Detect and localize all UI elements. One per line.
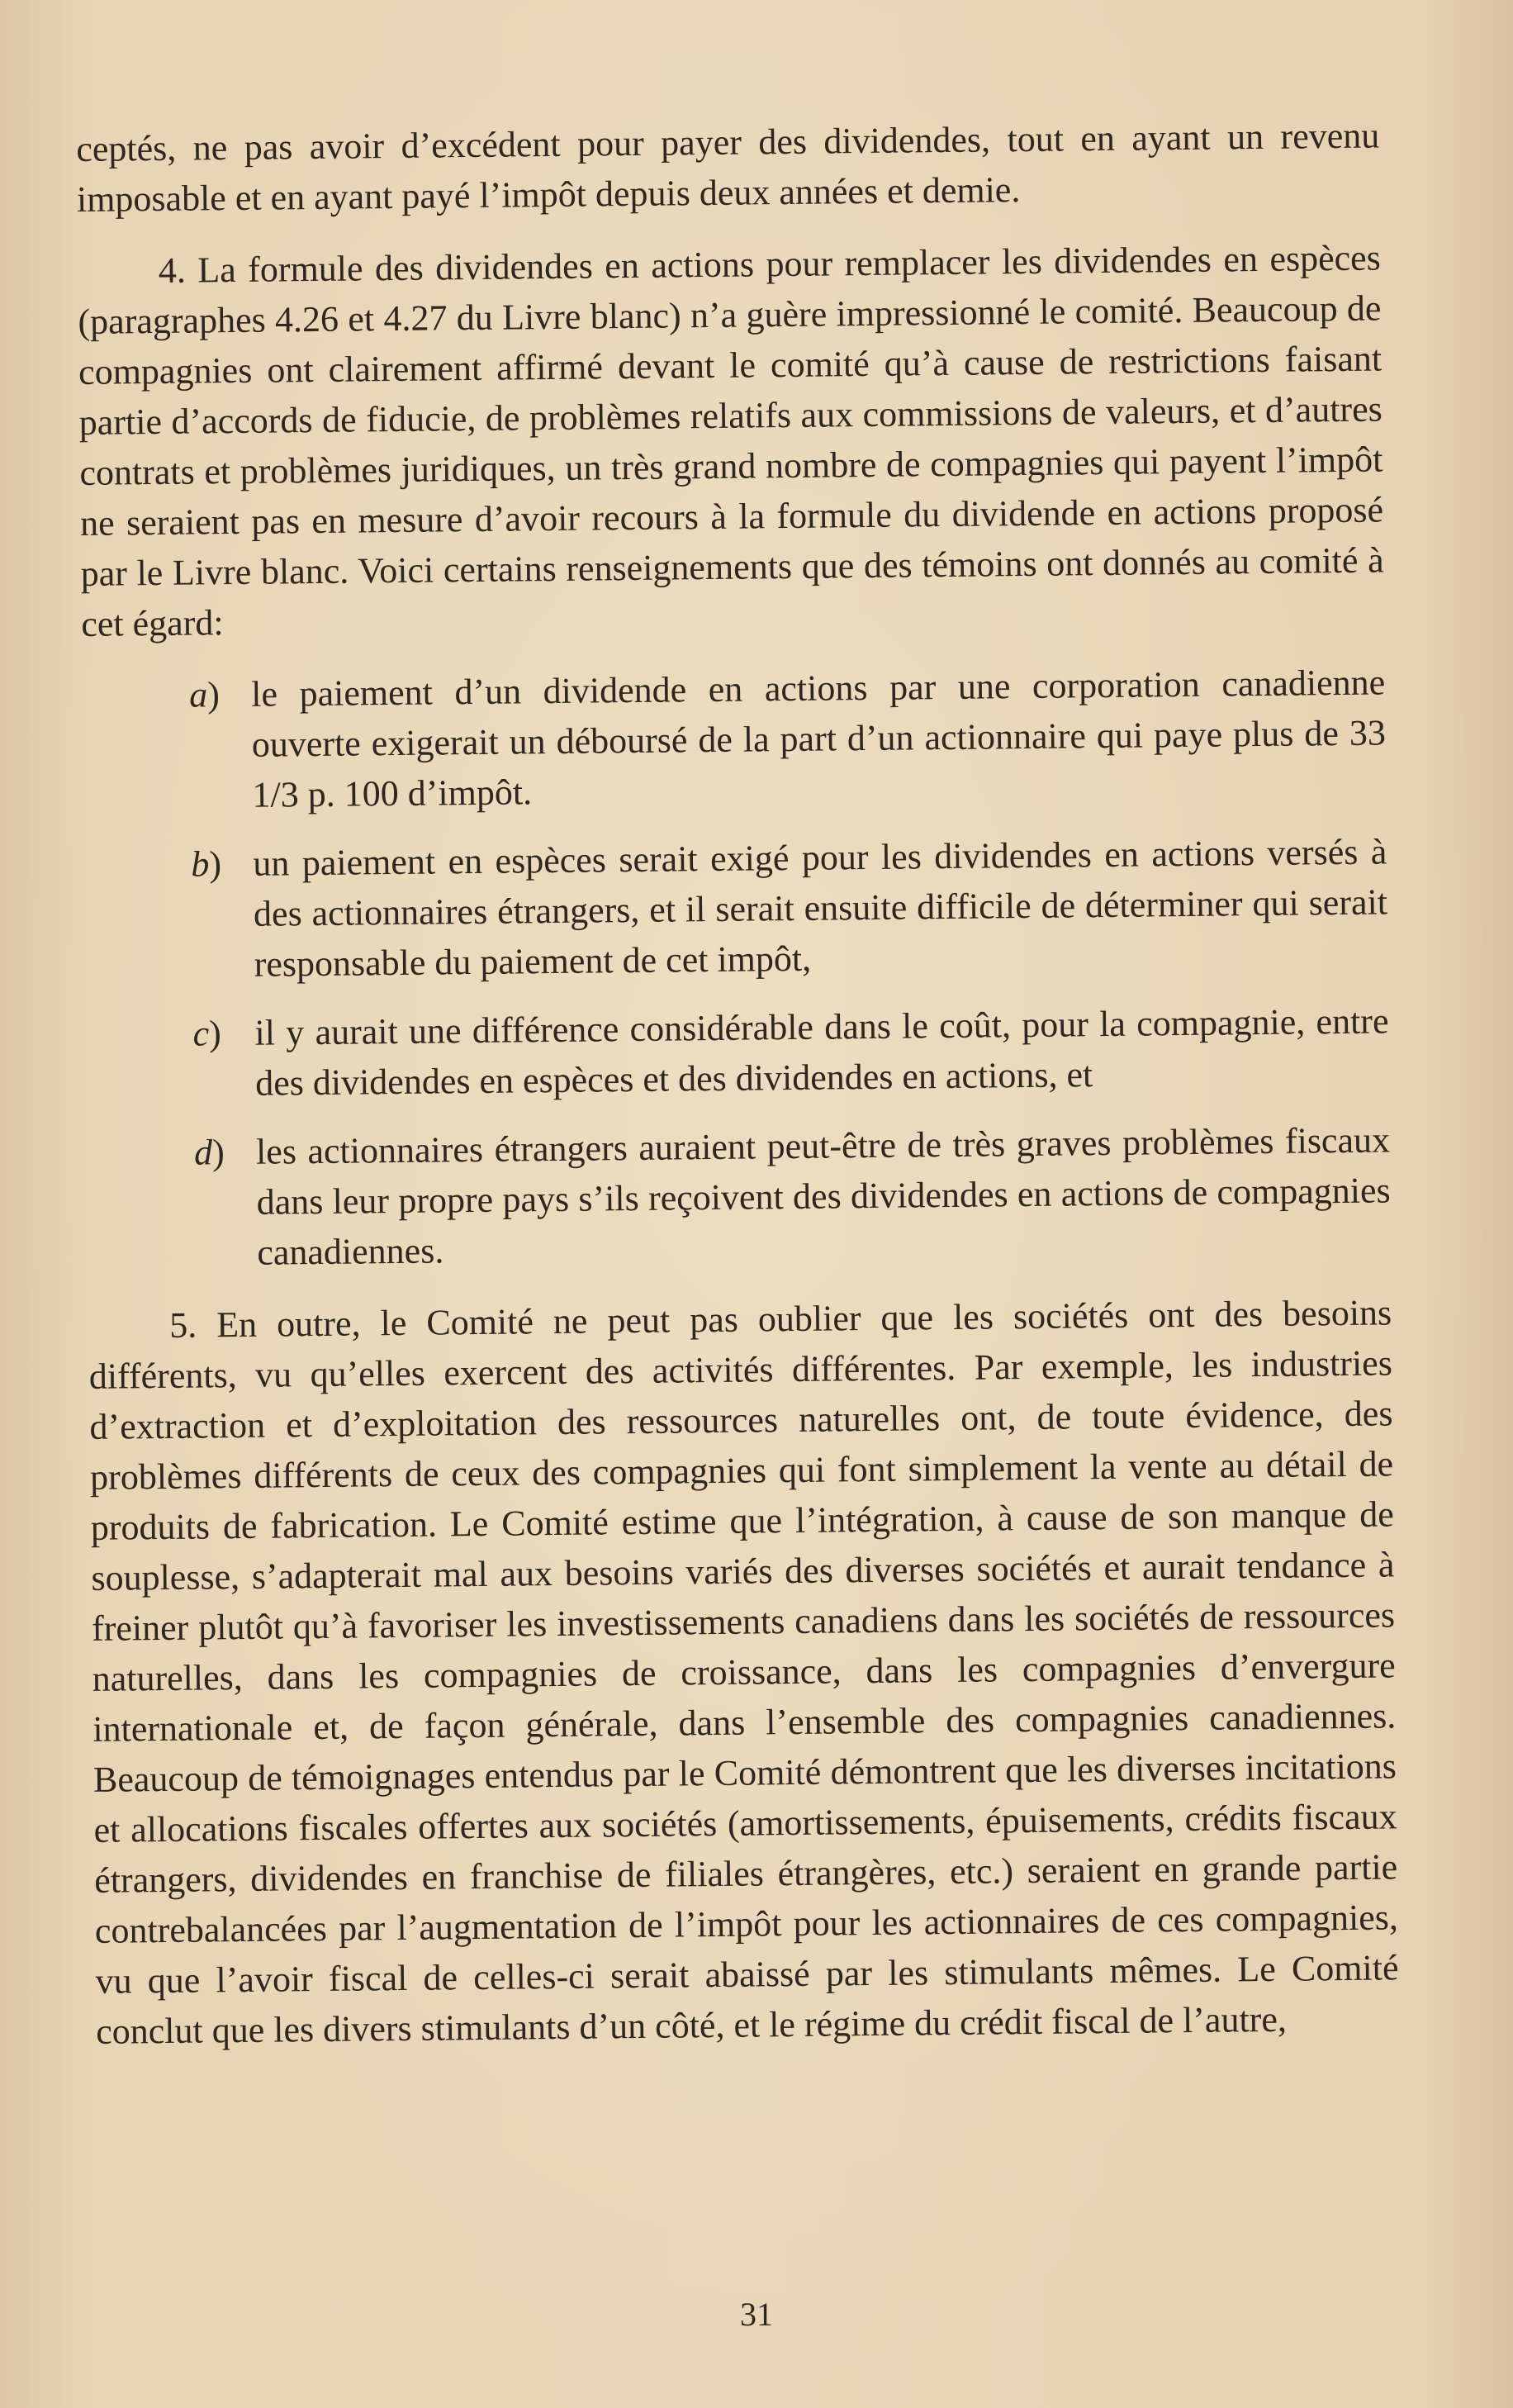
page-number: 31 bbox=[740, 2296, 773, 2333]
list-item-text: le paiement d’un dividende en actions par une corporation canadienne ouverte exigerait un déboursé de la part d’un actionnaire qui paye plus de 33 1/3 p. 100 d’impôt. bbox=[250, 662, 1387, 815]
testimony-list bbox=[82, 657, 1392, 1279]
body-text bbox=[76, 110, 1400, 2078]
paragraph-5: 5. En outre, le Comité ne peut pas oublier que les sociétés ont des besoins différents, vu qu’elles exercent des activités différentes. Par exemple, les industries d’extraction et d’exploitation des ressources naturelles ont, de toute évidence, des problèmes différents de ceux des compagnies qui font simplement la vente au détail de produits de fabrication. Le Comité estime que l’intégration, à cause de son manque de souplesse, s’adapterait mal aux besoins variés des diverses sociétés et aurait tendance à freiner plutôt qu’à favoriser les investissements canadiens dans les sociétés de ressources naturelles, dans les compagnies de croissance, dans les compagnies d’envergure internationale et, de façon générale, dans l’ensemble des compagnies canadiennes. Beaucoup de témoignages entendus par le Comité démontrent que les diverses incitations et allocations fiscales offertes aux sociétés (amortissements, épuisements, crédits fiscaux étrangers, dividendes en franchise de filiales étrangères, etc.) seraient en grande partie contrebalancées par l’augmentation de l’impôt pour les actionnaires de ces compagnies, vu que l’avoir fiscal de celles-ci serait abaissé par les stimulants mêmes. Le Comité conclut que les divers stimulants d’un côté, et le régime du crédit fiscal de l’autre, bbox=[88, 1292, 1399, 2052]
paragraph-4: 4. La formule des dividendes en actions pour remplacer les dividendes en espèces (paragraphes 4.26 et 4.27 du Livre blanc) n’a guère impressionné le comité. Beaucoup de compagnies ont clairement affirmé devant le comité qu’à cause de restrictions faisant partie d’accords de fiducie, de problèmes relatifs aux commissions de valeurs, et d’autres contrats et problèmes juridiques, un très grand nombre de compagnies qui payent l’impôt ne seraient pas en mesure d’avoir recours à la formule du dividende en actions proposé par le Livre blanc. Voici certains renseignements que des témoins ont donnés au comité à cet égard: bbox=[78, 237, 1384, 644]
list-item-text: les actionnaires étrangers auraient peut-être de très graves problèmes fiscaux dans leur propre pays s’ils reçoivent des dividendes en actions de compagnies canadiennes. bbox=[255, 1119, 1391, 1273]
list-item-text: un paiement en espèces serait exigé pour les dividendes en actions versés à des actionnaires étrangers, et il serait ensuite difficile de déterminer qui serait responsable du paiement de cet impôt, bbox=[253, 831, 1388, 985]
list-item bbox=[82, 657, 1387, 822]
paragraph-3-continuation: ceptés, ne pas avoir d’excédent pour payer des dividendes, tout en ayant un revenu imposable et en ayant payé l’impôt depuis deux années et demie. bbox=[76, 115, 1380, 220]
list-item bbox=[87, 1114, 1392, 1280]
list-marker: c) bbox=[192, 1013, 221, 1054]
list-marker: a) bbox=[188, 674, 221, 715]
list-item bbox=[83, 826, 1388, 991]
list-item-text: il y aurait une différence considérable dans le coût, pour la compagnie, entre des dividendes en espèces et des dividendes en actions, et bbox=[254, 1000, 1389, 1104]
list-marker: d) bbox=[193, 1132, 225, 1173]
list-marker: b) bbox=[191, 843, 222, 885]
list-item bbox=[85, 995, 1389, 1110]
